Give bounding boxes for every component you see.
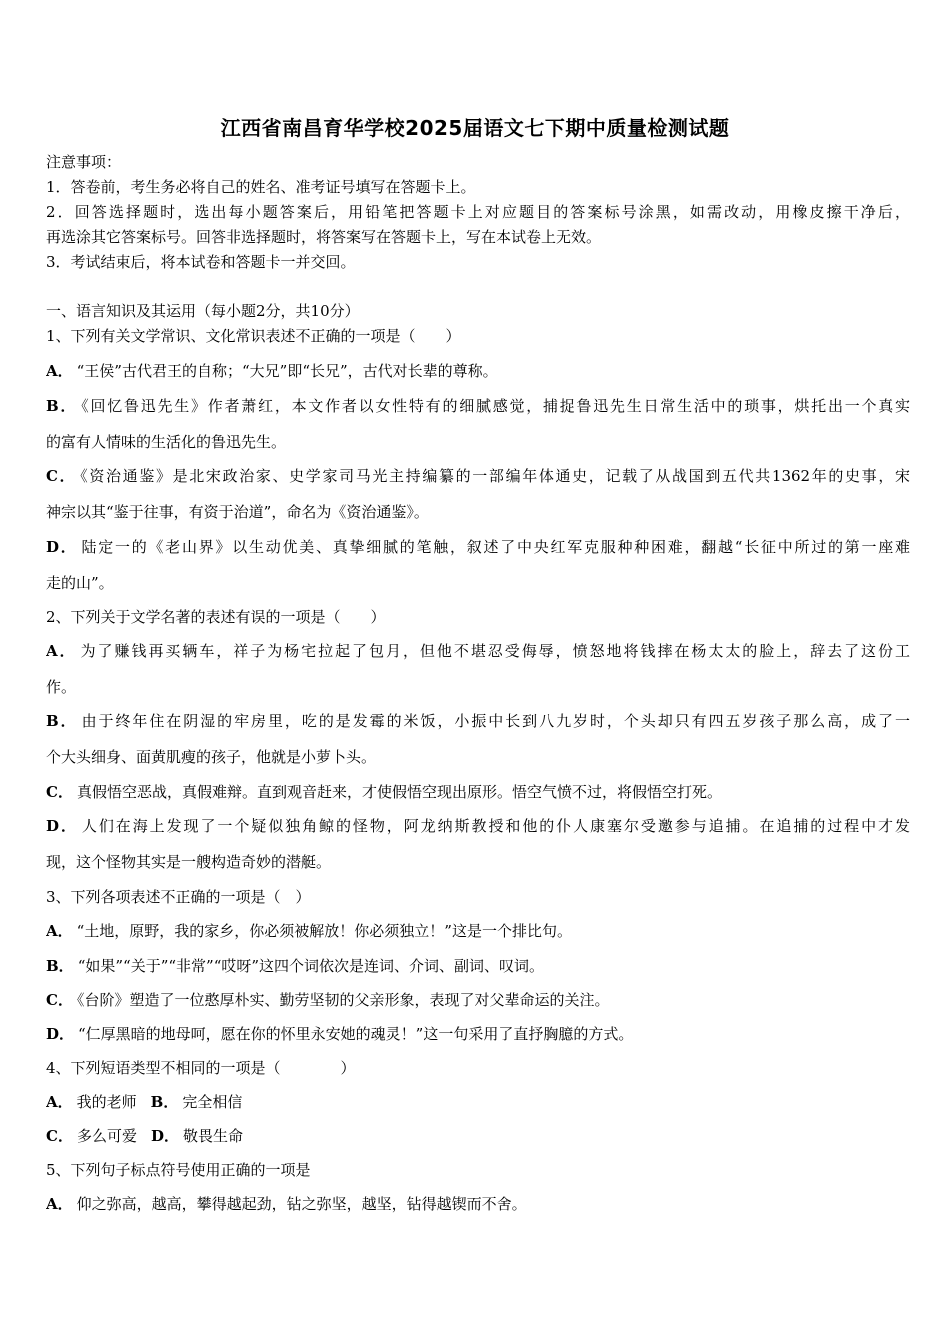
option-text: “王侯”古代君王的自称；“大兄”即“长兄”，古代对长辈的尊称。: [76, 362, 498, 380]
q1-option-c: [46, 466, 910, 486]
q2-option-a-cont: 作。: [46, 678, 77, 696]
q4-options-row-2: [46, 1126, 910, 1146]
option-label: B．: [46, 957, 74, 975]
q2-option-b-cont: 个大头细身、面黄肌瘦的孩子，他就是小萝卜头。: [46, 748, 377, 766]
notice-item-1: 1．答卷前，考生务必将自己的姓名、准考证号填写在答题卡上。: [46, 178, 476, 196]
option-label: C．: [46, 1127, 73, 1145]
option-label: C．: [46, 991, 73, 1009]
option-label: B．: [46, 397, 78, 415]
option-text: 完全相信: [182, 1093, 243, 1111]
notice-heading: 注意事项：: [46, 153, 122, 171]
option-text: 为了赚钱再买辆车，祥子为杨宅拉起了包月，但他不堪忍受侮辱，愤怒地将钱摔在杨太太的脸上，辞去了这份工: [80, 642, 910, 660]
option-text: 《回忆鲁迅先生》作者萧红，本文作者以女性特有的细腻感觉，捕捉鲁迅先生日常生活中的琐事，烘托出一个真实: [81, 397, 910, 415]
option-text: 真假悟空恶战，真假难辩。直到观音赶来，才使假悟空现出原形。悟空气愤不过，将假悟空打死。: [76, 783, 722, 801]
option-label: C．: [46, 467, 77, 485]
q2-option-b: [46, 711, 910, 731]
option-text: 我的老师: [76, 1093, 137, 1111]
notice-item-3: 3．考试结束后，将本试卷和答题卡一并交回。: [46, 253, 356, 271]
option-text: “土地，原野，我的家乡，你必须被解放！你必须独立！”这是一个排比句。: [76, 922, 572, 940]
notice-item-2: 2．回答选择题时，选出每小题答案后，用铅笔把答题卡上对应题目的答案标号涂黑，如需改动，用橡皮擦干净后，: [46, 203, 910, 221]
q1-option-c-cont: 神宗以其“鉴于往事，有资于治道”，命名为《资治通鉴》。: [46, 503, 429, 521]
q5-option-a: [46, 1194, 910, 1214]
q2-option-d-cont: 现，这个怪物其实是一艘构造奇妙的潜艇。: [46, 853, 332, 871]
option-label: D．: [150, 1127, 179, 1145]
q3-option-a: [46, 921, 910, 941]
option-text: 仰之弥高，越高，攀得越起劲，钻之弥坚，越坚，钻得越锲而不舍。: [76, 1195, 527, 1213]
option-label: D．: [46, 1025, 75, 1043]
option-text: 多么可爱: [76, 1127, 137, 1145]
q1-stem: 1、下列有关文学常识、文化常识表述不正确的一项是（ ）: [46, 327, 461, 345]
q2-option-a: [46, 641, 910, 661]
option-text: 敬畏生命: [182, 1127, 243, 1145]
q1-option-d: [46, 537, 910, 557]
q1-option-b-cont: 的富有人情味的生活化的鲁迅先生。: [46, 433, 287, 451]
option-label: B．: [150, 1093, 179, 1111]
option-text: “如果”“关于”“非常”“哎呀”这四个词依次是连词、介词、副词、叹词。: [77, 957, 545, 975]
option-text: 由于终年住在阴湿的牢房里，吃的是发霉的米饭，小振中长到八九岁时，个头却只有四五岁孩子那么高，成了一: [81, 712, 910, 730]
option-label: A．: [46, 922, 73, 940]
q2-stem: 2、下列关于文学名著的表述有误的一项是（ ）: [46, 608, 386, 626]
notice-item-2-cont: 再选涂其它答案标号。回答非选择题时，将答案写在答题卡上，写在本试卷上无效。: [46, 228, 602, 246]
q4-options-row-1: [46, 1092, 910, 1112]
q3-option-d: [46, 1024, 910, 1044]
option-label: A．: [46, 642, 77, 660]
q1-option-a: [46, 361, 910, 381]
option-label: D．: [46, 817, 78, 835]
q3-option-c: [46, 990, 910, 1010]
q3-option-b: [46, 956, 910, 976]
q1-option-d-cont: 走的山”。: [46, 574, 114, 592]
option-label: A．: [46, 362, 73, 380]
option-label: A．: [46, 1093, 73, 1111]
section-heading: 一、语言知识及其运用（每小题2分，共10分）: [46, 302, 360, 320]
q1-option-b: [46, 396, 910, 416]
q5-stem: 5、下列句子标点符号使用正确的一项是: [46, 1161, 311, 1179]
option-label: D．: [46, 538, 78, 556]
option-label: A．: [46, 1195, 73, 1213]
option-label: C．: [46, 783, 73, 801]
option-text: “仁厚黑暗的地母呵，愿在你的怀里永安她的魂灵！”这一句采用了直抒胸臆的方式。: [78, 1025, 634, 1043]
option-label: B．: [46, 712, 78, 730]
q2-option-c: [46, 782, 910, 802]
option-text: 人们在海上发现了一个疑似独角鲸的怪物，阿龙纳斯教授和他的仆人康塞尔受邀参与追捕。在追捕的过程中才发: [81, 817, 910, 835]
option-text: 陆定一的《老山界》以生动优美、真挚细腻的笔触，叙述了中央红军克服种种困难，翻越“长征中所过的第一座难: [81, 538, 910, 556]
exam-title: 江西省南昌育华学校2025届语文七下期中质量检测试题: [220, 116, 730, 140]
option-text: 《资治通鉴》是北宋政治家、史学家司马光主持编纂的一部编年体通史，记载了从战国到五代共1362年的史事，宋: [80, 467, 910, 485]
q4-stem: 4、下列短语类型不相同的一项是（ ）: [46, 1059, 356, 1077]
q2-option-d: [46, 816, 910, 836]
q3-stem: 3、下列各项表述不正确的一项是（ ）: [46, 888, 311, 906]
option-text: 《台阶》塑造了一位憨厚朴实、勤劳坚韧的父亲形象，表现了对父辈命运的关注。: [76, 991, 610, 1009]
